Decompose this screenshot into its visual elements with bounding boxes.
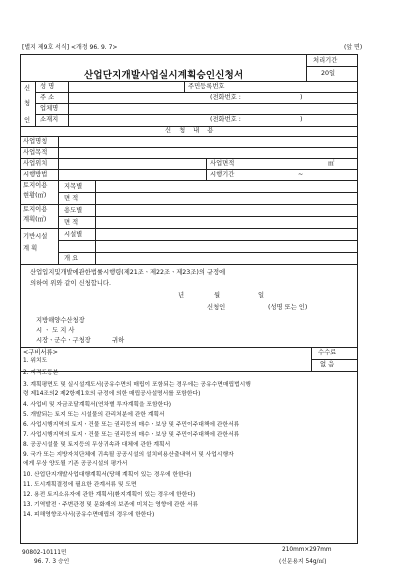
document-item: 령 제14조의2 제2항제1호의 규정에 의한 매립공사설명서를 포함한다) xyxy=(23,391,201,397)
details-bottom-rule xyxy=(20,264,358,265)
project-location-label: 사업위치 xyxy=(23,160,48,167)
applicant-label-3: 인 xyxy=(24,117,31,124)
paper-spec: (신문용지 54g/㎡) xyxy=(279,559,327,565)
location-label: 소재지 xyxy=(40,116,59,123)
phone-close-2: ) xyxy=(300,116,303,123)
sub-label-col-rule xyxy=(95,180,96,264)
processing-divider xyxy=(306,54,307,81)
applicant-label-2: 청 xyxy=(24,100,31,107)
by-use-label: 용도별 xyxy=(64,207,83,214)
recipient-line-2: 시 ㆍ 도 지 사 xyxy=(36,327,75,334)
recipient-suffix: 귀하 xyxy=(112,337,125,344)
details-row-rule-6 xyxy=(20,228,358,229)
date-day: 일 xyxy=(258,292,265,299)
phone-label-2: (전화번호 : xyxy=(210,116,241,123)
details-label-col-rule xyxy=(58,136,59,264)
name-label: 성 명 xyxy=(40,83,55,90)
sign-instruction: (성명 또는 인) xyxy=(268,304,308,311)
land-plan-label-2: 계획(㎡) xyxy=(23,216,47,223)
document-item: 2. 지적도등본 xyxy=(23,370,59,376)
address-label: 주 소 xyxy=(40,94,55,101)
land-plan-label-1: 토지이용 xyxy=(23,206,48,213)
infra-split-1 xyxy=(58,240,358,241)
company-label: 업체명 xyxy=(40,105,59,112)
phone-close-1: ) xyxy=(300,94,303,101)
document-item: 10. 산업단지개발사업대행계획서(당해 계획이 있는 경우에 한한다) xyxy=(23,472,192,478)
applicant-sign-label: 신청인 xyxy=(207,304,226,311)
details-row-rule-2 xyxy=(20,158,358,159)
phone-label-1: (전화번호 : xyxy=(210,94,241,101)
statement-line-2: 의하여 위와 같이 신청합니다. xyxy=(30,280,111,287)
applicant-row-rule-2 xyxy=(35,103,358,104)
document-item: 4. 사업비 및 자금조달계획서(연차별 투자계획을 포함한다) xyxy=(23,402,172,408)
infra-label-2: 계 획 xyxy=(23,245,38,252)
details-heading: 신 청 내 용 xyxy=(165,127,217,134)
document-item: 3. 계획평면도 및 실시설계도서(공유수면의 매립이 포함되는 경우에는 공유수면매립법시행 xyxy=(23,382,251,388)
land-current-label-1: 토지이용 xyxy=(23,182,48,189)
fee-label: 수수료 xyxy=(318,349,337,356)
area-divider xyxy=(206,158,207,180)
fee-value: 없 음 xyxy=(320,361,335,368)
rrn-label: 주민등록번호 xyxy=(188,83,225,90)
processing-label: 처리기간 xyxy=(313,57,338,64)
land-plan-split xyxy=(58,216,358,217)
documents-top-rule xyxy=(20,347,358,348)
document-item: 에게 무상 양도될 기존 공공시설의 평가서 xyxy=(23,461,128,467)
recipient-line-3: 시장ㆍ군수ㆍ구청장 xyxy=(36,337,91,344)
form-code: 90802-10111민 xyxy=(22,550,67,556)
project-purpose-label: 사업목적 xyxy=(23,149,48,156)
area-label-2: 면 적 xyxy=(64,219,79,226)
fee-rule xyxy=(311,359,358,360)
recipient-line-1: 지방해양수산청장 xyxy=(36,317,85,324)
date-month: 월 xyxy=(214,292,221,299)
document-item: 6. 사업시행지역의 토지ㆍ건물 또는 권리등의 매수ㆍ보상 및 주민이주대책에 관한서류 xyxy=(23,422,240,428)
project-period-label: 시행기간 xyxy=(210,171,235,178)
overview-label: 개 요 xyxy=(64,255,79,262)
processing-rule xyxy=(306,66,358,67)
document-item: 8. 공공시설물 및 토지등의 무상귀속과 대체에 관한 계획서 xyxy=(23,442,171,448)
facility-label: 시설별 xyxy=(64,231,83,238)
document-item: 9. 국가 또는 지방자치단체에 귀속될 공공시설의 설치비용산출내역서 및 사업시행자 xyxy=(23,452,234,458)
processing-value: 20일 xyxy=(321,70,336,77)
project-method-label: 시행방법 xyxy=(23,171,48,178)
date-year: 년 xyxy=(178,292,185,299)
fee-bottom-rule xyxy=(20,371,358,372)
applicant-label-1: 신 xyxy=(24,85,31,92)
infra-split-2 xyxy=(58,252,358,253)
infra-label-1: 기반시설 xyxy=(23,233,48,240)
by-category-label: 지목별 xyxy=(64,183,83,190)
title-bottom-rule xyxy=(20,81,358,82)
page-side-label: (앞 면) xyxy=(344,44,363,51)
details-row-rule-1 xyxy=(20,147,358,148)
form-title: 산업단지개발사업실시계획승인신청서 xyxy=(84,70,244,81)
project-area-label: 사업면적 xyxy=(210,160,235,167)
document-item: 11. 도시계획결정에 필요한 관계서류 및 도면 xyxy=(23,482,137,488)
documents-heading: <구비서류> xyxy=(23,349,58,356)
land-current-split xyxy=(58,192,358,193)
land-current-label-2: 현황(㎡) xyxy=(23,192,47,199)
document-item: 12. 용전 토지소유자에 관한 계획서(환지계획이 있는 경우에 한한다) xyxy=(23,492,196,498)
details-row-rule-3 xyxy=(20,169,358,170)
document-item: 5. 개발되는 토지 또는 시설물의 관리처분에 관한 계획서 xyxy=(23,412,165,418)
details-row-rule-5 xyxy=(20,204,358,205)
document-item: 1. 위치도 xyxy=(23,358,48,364)
form-approval: 96. 7. 3 승인 xyxy=(34,559,70,565)
document-item: 7. 사업시행지역의 토지ㆍ건물 또는 권리등의 매수ㆍ보상 및 주민이주대책에 관한서류 xyxy=(23,432,240,438)
form-number: [별지 제9호 서식] <개정 96. 9. 7> xyxy=(22,44,118,51)
document-item: 13. 기역발전ㆍ주변관경 및 문화재의 보존에 미치는 영향에 관한 서류 xyxy=(23,502,199,508)
rrn-divider xyxy=(184,81,185,92)
applicant-row-rule-3 xyxy=(35,114,358,115)
document-item: 14. 피해영향조사서(공유수면매립의 경우에 한한다) xyxy=(23,512,155,518)
details-heading-rule xyxy=(20,136,358,137)
details-row-rule-4 xyxy=(20,180,358,181)
project-name-label: 사업명칭 xyxy=(23,138,48,145)
applicant-row-rule-1 xyxy=(35,92,358,93)
area-unit: ㎡ xyxy=(328,160,335,167)
paper-size: 210mm×297mm xyxy=(282,547,332,553)
statement-line-1: 산업입지및개발에관한법률시행령(제21조ㆍ제22조ㆍ제23조)의 규정에 xyxy=(30,269,226,276)
area-label-1: 면 적 xyxy=(64,195,79,202)
period-separator: ~ xyxy=(298,171,304,178)
